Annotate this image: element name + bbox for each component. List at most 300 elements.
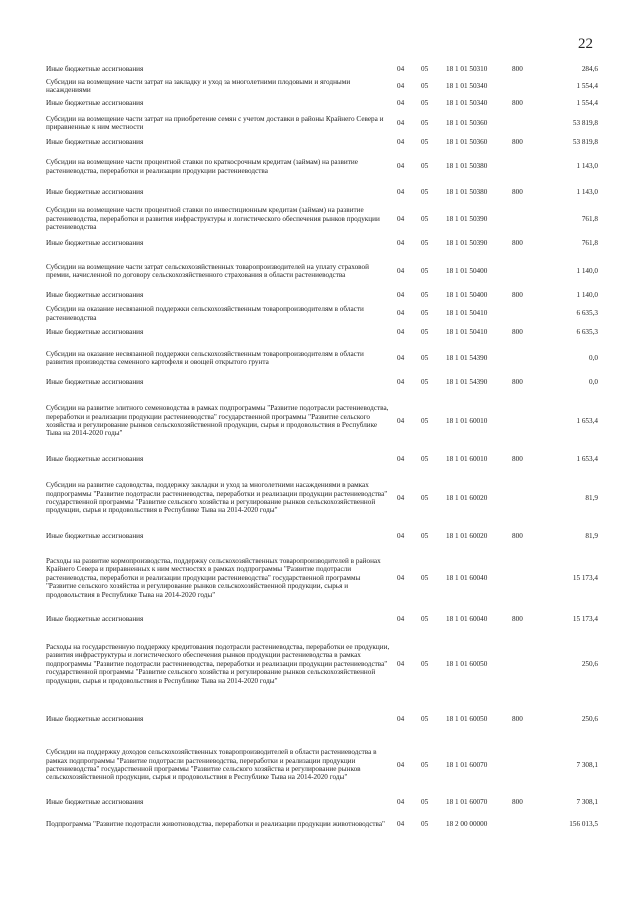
row-name [46,344,390,372]
row-section-code-text: 04 [397,214,405,223]
row-amount [540,344,598,372]
row-target-article-text: 18 1 01 50400 [446,290,488,299]
row-name [46,812,390,837]
row-amount [540,812,598,837]
row-section-code-text: 04 [397,377,405,386]
row-section-code-text: 04 [397,531,405,540]
row-name [46,289,390,301]
row-amount-text: 1 554,4 [576,98,598,107]
row-section-code-text: 04 [397,416,405,425]
row-target-article [446,205,506,233]
row-expense-type [512,733,532,797]
row-subsection-code [421,713,435,725]
row-subsection-code [421,237,435,249]
row-name-text: Иные бюджетные ассигнования [46,377,144,386]
row-expense-type-text: 800 [512,137,523,146]
row-name-text: Иные бюджетные ассигнования [46,64,144,73]
row-subsection-code-text: 05 [421,659,429,668]
row-expense-type-text: 800 [512,187,523,196]
row-subsection-code [421,344,435,372]
row-section-code-text: 04 [397,454,405,463]
row-expense-type [512,77,532,95]
row-target-article [446,289,506,301]
row-target-article-text: 18 1 01 60040 [446,573,488,582]
row-subsection-code-text: 05 [421,214,429,223]
row-name [46,186,390,198]
row-subsection-code [421,304,435,323]
row-amount [540,796,598,808]
row-section-code-text: 04 [397,493,405,502]
row-subsection-code [421,812,435,837]
table-row [0,157,640,176]
row-subsection-code [421,546,435,610]
row-amount-text: 156 013,5 [569,820,598,829]
row-target-article-text: 18 1 01 50380 [446,187,488,196]
row-amount [540,257,598,285]
row-amount [540,237,598,249]
row-amount-text: 81,9 [585,531,598,540]
row-expense-type [512,289,532,301]
row-name-text: Расходы на государственную поддержку кредитования подотрасли растениеводства, переработки ее продукции, развития инфраструктуры и логистического обеспечения рынков продукции растениеводства в рамках подпрограммы "Развитие подотрасли растениеводства, переработки и реализации продукции растениеводства" государственной программы "Развитие сельского хозяйства и регулирование рынков сельскохозяйственной продукции, сырья и продовольствия в Республике Тыва на 2014-2020 годы" [46,642,390,685]
row-amount [540,157,598,176]
row-name [46,63,390,75]
row-target-article [446,157,506,176]
row-expense-type [512,97,532,109]
row-amount [540,713,598,725]
row-section-code-text: 04 [397,714,405,723]
row-section-code-text: 04 [397,266,405,275]
row-section-code-text: 04 [397,238,405,247]
row-subsection-code-text: 05 [421,377,429,386]
row-expense-type-text: 800 [512,714,523,723]
row-expense-type-text: 800 [512,797,523,806]
row-expense-type [512,63,532,75]
row-target-article [446,796,506,808]
row-section-code [397,632,411,696]
row-subsection-code-text: 05 [421,714,429,723]
row-name [46,304,390,323]
row-section-code-text: 04 [397,137,405,146]
row-section-code [397,470,411,526]
row-section-code-text: 04 [397,309,405,318]
table-row [0,97,640,109]
row-amount-text: 1 140,0 [576,266,598,275]
row-section-code [397,713,411,725]
row-section-code [397,136,411,148]
row-amount [540,546,598,610]
row-amount-text: 81,9 [585,493,598,502]
row-section-code-text: 04 [397,187,405,196]
row-target-article [446,237,506,249]
row-amount-text: 15 173,4 [572,614,598,623]
row-name [46,632,390,696]
row-amount [540,453,598,465]
row-expense-type [512,470,532,526]
row-name [46,136,390,148]
row-amount-text: 1 653,4 [576,416,598,425]
row-target-article [446,97,506,109]
row-amount [540,393,598,449]
row-name [46,613,390,625]
row-target-article [446,344,506,372]
table-row [0,376,640,388]
row-section-code-text: 04 [397,353,405,362]
row-section-code [397,205,411,233]
row-target-article [446,530,506,542]
row-target-article-text: 18 1 01 60070 [446,760,488,769]
row-expense-type-text: 800 [512,64,523,73]
row-subsection-code-text: 05 [421,290,429,299]
row-subsection-code [421,632,435,696]
row-target-article [446,546,506,610]
row-name [46,546,390,610]
row-target-article [446,136,506,148]
row-expense-type [512,796,532,808]
row-section-code [397,344,411,372]
row-target-article-text: 18 1 01 50380 [446,162,488,171]
row-expense-type [512,812,532,837]
row-target-article-text: 18 1 01 50410 [446,309,488,318]
row-section-code [397,289,411,301]
row-amount [540,114,598,132]
row-amount-text: 1 143,0 [576,187,598,196]
row-section-code-text: 04 [397,614,405,623]
row-section-code-text: 04 [397,118,405,127]
row-target-article [446,393,506,449]
row-name-text: Субсидии на возмещение части процентной ставки по краткосрочным кредитам (займам) на развитие растениеводства, переработки и реализации продукции растениеводства [46,158,358,175]
row-section-code [397,77,411,95]
row-section-code [397,97,411,109]
row-name-text: Иные бюджетные ассигнования [46,531,144,540]
table-row [0,326,640,338]
row-name [46,77,390,95]
row-amount-text: 761,8 [581,214,598,223]
row-section-code [397,453,411,465]
row-target-article [446,632,506,696]
table-row [0,453,640,465]
row-section-code [397,812,411,837]
row-section-code-text: 04 [397,573,405,582]
row-amount-text: 7 308,1 [576,760,598,769]
row-name [46,470,390,526]
row-name [46,393,390,449]
row-name-text: Иные бюджетные ассигнования [46,187,144,196]
row-section-code-text: 04 [397,327,405,336]
row-name [46,326,390,338]
row-name-text: Субсидии на возмещение части затрат на закладку и уход за многолетними плодовыми и ягодными насаждениями [46,77,351,94]
table-row [0,205,640,233]
row-name-text: Субсидии на оказание несвязанной поддержки сельскохозяйственным товаропроизводителям в области развития производства семенного картофеля и овощей открытого грунта [46,349,364,366]
row-subsection-code [421,326,435,338]
table-row [0,733,640,797]
row-subsection-code-text: 05 [421,820,429,829]
row-section-code [397,796,411,808]
row-target-article [446,376,506,388]
row-section-code-text: 04 [397,81,405,90]
row-name-text: Иные бюджетные ассигнования [46,98,144,107]
row-subsection-code-text: 05 [421,266,429,275]
row-name [46,114,390,132]
page-number: 22 [578,36,593,52]
row-subsection-code-text: 05 [421,162,429,171]
table-row [0,713,640,725]
row-target-article-text: 18 1 01 60040 [446,614,488,623]
row-target-article-text: 18 1 01 60070 [446,797,488,806]
row-target-article [446,453,506,465]
row-target-article-text: 18 1 01 54390 [446,353,488,362]
row-subsection-code-text: 05 [421,137,429,146]
table-row [0,344,640,372]
row-section-code [397,733,411,797]
row-subsection-code [421,77,435,95]
row-expense-type-text: 800 [512,290,523,299]
row-target-article-text: 18 1 01 54390 [446,377,488,386]
row-amount-text: 1 140,0 [576,290,598,299]
row-subsection-code-text: 05 [421,118,429,127]
row-name-text: Иные бюджетные ассигнования [46,614,144,623]
row-expense-type [512,257,532,285]
row-expense-type [512,205,532,233]
row-target-article-text: 18 1 01 60020 [446,531,488,540]
row-subsection-code-text: 05 [421,531,429,540]
row-subsection-code [421,796,435,808]
table-row [0,186,640,198]
row-expense-type [512,157,532,176]
row-subsection-code-text: 05 [421,98,429,107]
row-expense-type [512,376,532,388]
row-name [46,713,390,725]
row-section-code-text: 04 [397,162,405,171]
row-subsection-code [421,289,435,301]
row-expense-type [512,393,532,449]
row-expense-type-text: 800 [512,614,523,623]
row-amount-text: 761,8 [581,238,598,247]
table-row [0,530,640,542]
row-target-article [446,713,506,725]
row-name [46,97,390,109]
row-name-text: Субсидии на поддержку доходов сельскохозяйственных товаропроизводителей в области растениеводства в рамках подпрограммы "Развитие подотрасли растениеводства, переработки и реализации продукции растениеводства" государственной программы "Развитие сельского хозяйства и регулирование рынков сельскохозяйственной продукции, сырья и продовольствия в Республике Тыва на 2014-2020 годы" [46,748,377,782]
row-name [46,733,390,797]
row-name [46,796,390,808]
row-subsection-code [421,376,435,388]
row-name-text: Иные бюджетные ассигнования [46,454,144,463]
row-target-article-text: 18 1 01 60010 [446,454,488,463]
row-section-code [397,326,411,338]
row-amount-text: 250,6 [581,714,598,723]
row-name-text: Субсидии на возмещение части затрат на приобретение семян с учетом доставки в районы Крайнего Севера и приравненные к ним местности [46,114,384,131]
row-subsection-code-text: 05 [421,760,429,769]
row-name-text: Иные бюджетные ассигнования [46,238,144,247]
row-target-article-text: 18 1 01 50340 [446,81,488,90]
row-name [46,157,390,176]
row-target-article [446,63,506,75]
row-amount [540,186,598,198]
row-expense-type [512,114,532,132]
row-expense-type [512,344,532,372]
row-subsection-code-text: 05 [421,353,429,362]
row-target-article [446,812,506,837]
row-section-code-text: 04 [397,290,405,299]
row-target-article [446,257,506,285]
row-name-text: Иные бюджетные ассигнования [46,327,144,336]
row-target-article-text: 18 1 01 60050 [446,714,488,723]
row-amount [540,136,598,148]
row-amount [540,304,598,323]
row-expense-type [512,530,532,542]
row-name [46,237,390,249]
row-name-text: Субсидии на возмещение части процентной ставки по инвестиционным кредитам (займам) на развитие растениеводства, переработки и развития инфраструктуры и логистического обеспечения рынков продукции растениеводства [46,206,380,232]
row-section-code [397,257,411,285]
table-row [0,237,640,249]
row-target-article-text: 18 1 01 50390 [446,214,488,223]
row-amount-text: 53 819,8 [572,118,598,127]
row-amount-text: 7 308,1 [576,797,598,806]
table-row [0,289,640,301]
row-expense-type [512,304,532,323]
row-expense-type-text: 800 [512,327,523,336]
row-section-code-text: 04 [397,98,405,107]
row-amount [540,289,598,301]
table-row [0,136,640,148]
row-target-article [446,114,506,132]
row-target-article-text: 18 1 01 50410 [446,327,488,336]
row-name-text: Иные бюджетные ассигнования [46,290,144,299]
row-amount [540,376,598,388]
table-row [0,114,640,132]
row-name-text: Субсидии на оказание несвязанной поддержки сельскохозяйственным товаропроизводителям в области растениеводства [46,305,364,322]
row-target-article [446,733,506,797]
row-amount-text: 284,6 [581,64,598,73]
row-subsection-code-text: 05 [421,797,429,806]
row-expense-type [512,326,532,338]
row-amount-text: 1 143,0 [576,162,598,171]
row-section-code [397,186,411,198]
row-subsection-code [421,157,435,176]
row-expense-type-text: 800 [512,531,523,540]
row-section-code [397,63,411,75]
row-name-text: Иные бюджетные ассигнования [46,137,144,146]
table-row [0,257,640,285]
row-name-text: Субсидии на развитие садоводства, поддержку закладки и уход за многолетними насаждениями в рамках подпрограммы "Развитие подотрасли растениеводства, переработки и реализации продукции растениеводства" государственной программы "Развитие сельского хозяйства и регулирование рынков сельскохозяйственной продукции, сырья и продовольствия в Республике Тыва на 2014-2020 годы" [46,481,388,515]
row-target-article [446,613,506,625]
row-subsection-code [421,257,435,285]
row-subsection-code [421,114,435,132]
row-target-article-text: 18 2 00 00000 [446,820,488,829]
row-target-article-text: 18 1 01 50310 [446,64,488,73]
row-name-text: Субсидии на возмещение части затрат сельскохозяйственных товаропроизводителей на уплату страховой премии, начисленной по договору сельскохозяйственного страхования в области растениеводства [46,262,369,279]
table-row [0,632,640,696]
row-section-code [397,530,411,542]
row-expense-type-text: 800 [512,377,523,386]
row-subsection-code [421,97,435,109]
row-target-article [446,326,506,338]
row-amount-text: 6 635,3 [576,327,598,336]
row-target-article-text: 18 1 01 60050 [446,659,488,668]
row-subsection-code [421,470,435,526]
row-expense-type [512,186,532,198]
row-section-code-text: 04 [397,797,405,806]
row-target-article-text: 18 1 01 50360 [446,137,488,146]
row-subsection-code [421,63,435,75]
row-section-code [397,613,411,625]
table-row [0,470,640,526]
row-amount [540,97,598,109]
row-subsection-code-text: 05 [421,309,429,318]
row-expense-type [512,136,532,148]
row-amount-text: 53 819,8 [572,137,598,146]
row-amount [540,77,598,95]
row-subsection-code [421,453,435,465]
row-name [46,205,390,233]
row-name [46,257,390,285]
row-amount [540,63,598,75]
row-name-text: Субсидии на развитие элитного семеноводства в рамках подпрограммы "Развитие подотрасли растениеводства, переработки и реализации продукции растениеводства" государственной программы "Развитие сельского хозяйства и регулирование рынков сельскохозяйственной продукции, сырья и продовольствия в Республике Тыва на 2014-2020 годы" [46,404,389,438]
row-section-code-text: 04 [397,820,405,829]
row-target-article-text: 18 1 01 50340 [446,98,488,107]
row-section-code-text: 04 [397,64,405,73]
row-subsection-code [421,393,435,449]
row-name-text: Иные бюджетные ассигнования [46,797,144,806]
row-target-article [446,304,506,323]
row-section-code [397,393,411,449]
row-amount [540,613,598,625]
row-subsection-code-text: 05 [421,614,429,623]
row-subsection-code [421,186,435,198]
row-name-text: Иные бюджетные ассигнования [46,714,144,723]
row-subsection-code-text: 05 [421,493,429,502]
row-expense-type [512,713,532,725]
row-target-article [446,186,506,198]
row-section-code [397,376,411,388]
row-target-article [446,77,506,95]
row-name [46,376,390,388]
row-expense-type [512,237,532,249]
row-amount [540,326,598,338]
row-section-code [397,157,411,176]
row-target-article-text: 18 1 01 60020 [446,493,488,502]
row-amount-text: 1 653,4 [576,454,598,463]
row-expense-type [512,632,532,696]
row-amount-text: 250,6 [581,659,598,668]
row-name [46,453,390,465]
row-target-article-text: 18 1 01 50400 [446,266,488,275]
row-subsection-code-text: 05 [421,454,429,463]
row-expense-type-text: 800 [512,238,523,247]
row-expense-type-text: 800 [512,98,523,107]
table-row [0,546,640,610]
row-section-code [397,304,411,323]
row-amount [540,205,598,233]
row-subsection-code [421,530,435,542]
row-section-code [397,114,411,132]
row-subsection-code-text: 05 [421,327,429,336]
row-amount-text: 0,0 [589,353,598,362]
table-row [0,63,640,75]
row-target-article-text: 18 1 01 60010 [446,416,488,425]
row-subsection-code-text: 05 [421,416,429,425]
row-subsection-code-text: 05 [421,573,429,582]
row-amount-text: 0,0 [589,377,598,386]
row-target-article [446,470,506,526]
table-row [0,304,640,323]
row-amount-text: 1 554,4 [576,81,598,90]
row-amount-text: 6 635,3 [576,309,598,318]
row-expense-type [512,613,532,625]
row-target-article-text: 18 1 01 50360 [446,118,488,127]
row-subsection-code-text: 05 [421,81,429,90]
table-row [0,613,640,625]
row-section-code [397,546,411,610]
